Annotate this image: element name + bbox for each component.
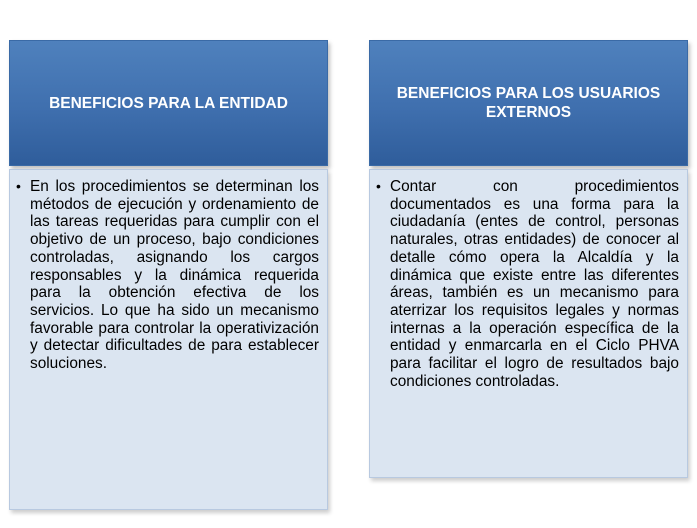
bullet-text-external-users: Contar con procedimientos documentados es una forma para la ciudadanía (entes de control, personas naturales, otras entidades) de conocer al detalle cómo opera la Alcaldía y la dinámica que existe entre las diferentes áreas, también es un mecanismo para aterrizar los requisitos legales y normas internas a la operación específica de la entidad y enmarcarla en el Ciclo PHVA para facilitar el logro de resultados bajo condiciones controladas. [390, 178, 679, 390]
card-benefits-external-users [369, 40, 688, 478]
bullet-text-entity: En los procedimientos se determinan los métodos de ejecución y ordenamiento de las tareas requeridas para cumplir con el objetivo de un proceso, bajo condiciones controladas, asignando los cargos responsables y la dinámica requerida para la obtención efectiva de los servicios. Lo que ha sido un mecanismo favorable para controlar la operativización y detectar dificultades de para establecer soluciones. [30, 178, 319, 373]
bullet-item [16, 178, 319, 373]
card-body-external-users [369, 169, 688, 478]
card-benefits-entity [9, 40, 328, 510]
bullet-dot-icon: • [376, 178, 381, 194]
card-header-entity [9, 40, 328, 166]
card-body-entity [9, 169, 328, 510]
card-title-entity: BENEFICIOS PARA LA ENTIDAD [49, 94, 288, 112]
card-title-external-users: BENEFICIOS PARA LOS USUARIOS EXTERNOS [396, 85, 661, 121]
bullet-item [376, 178, 679, 390]
card-header-external-users [369, 40, 688, 166]
bullet-dot-icon: • [16, 178, 21, 194]
